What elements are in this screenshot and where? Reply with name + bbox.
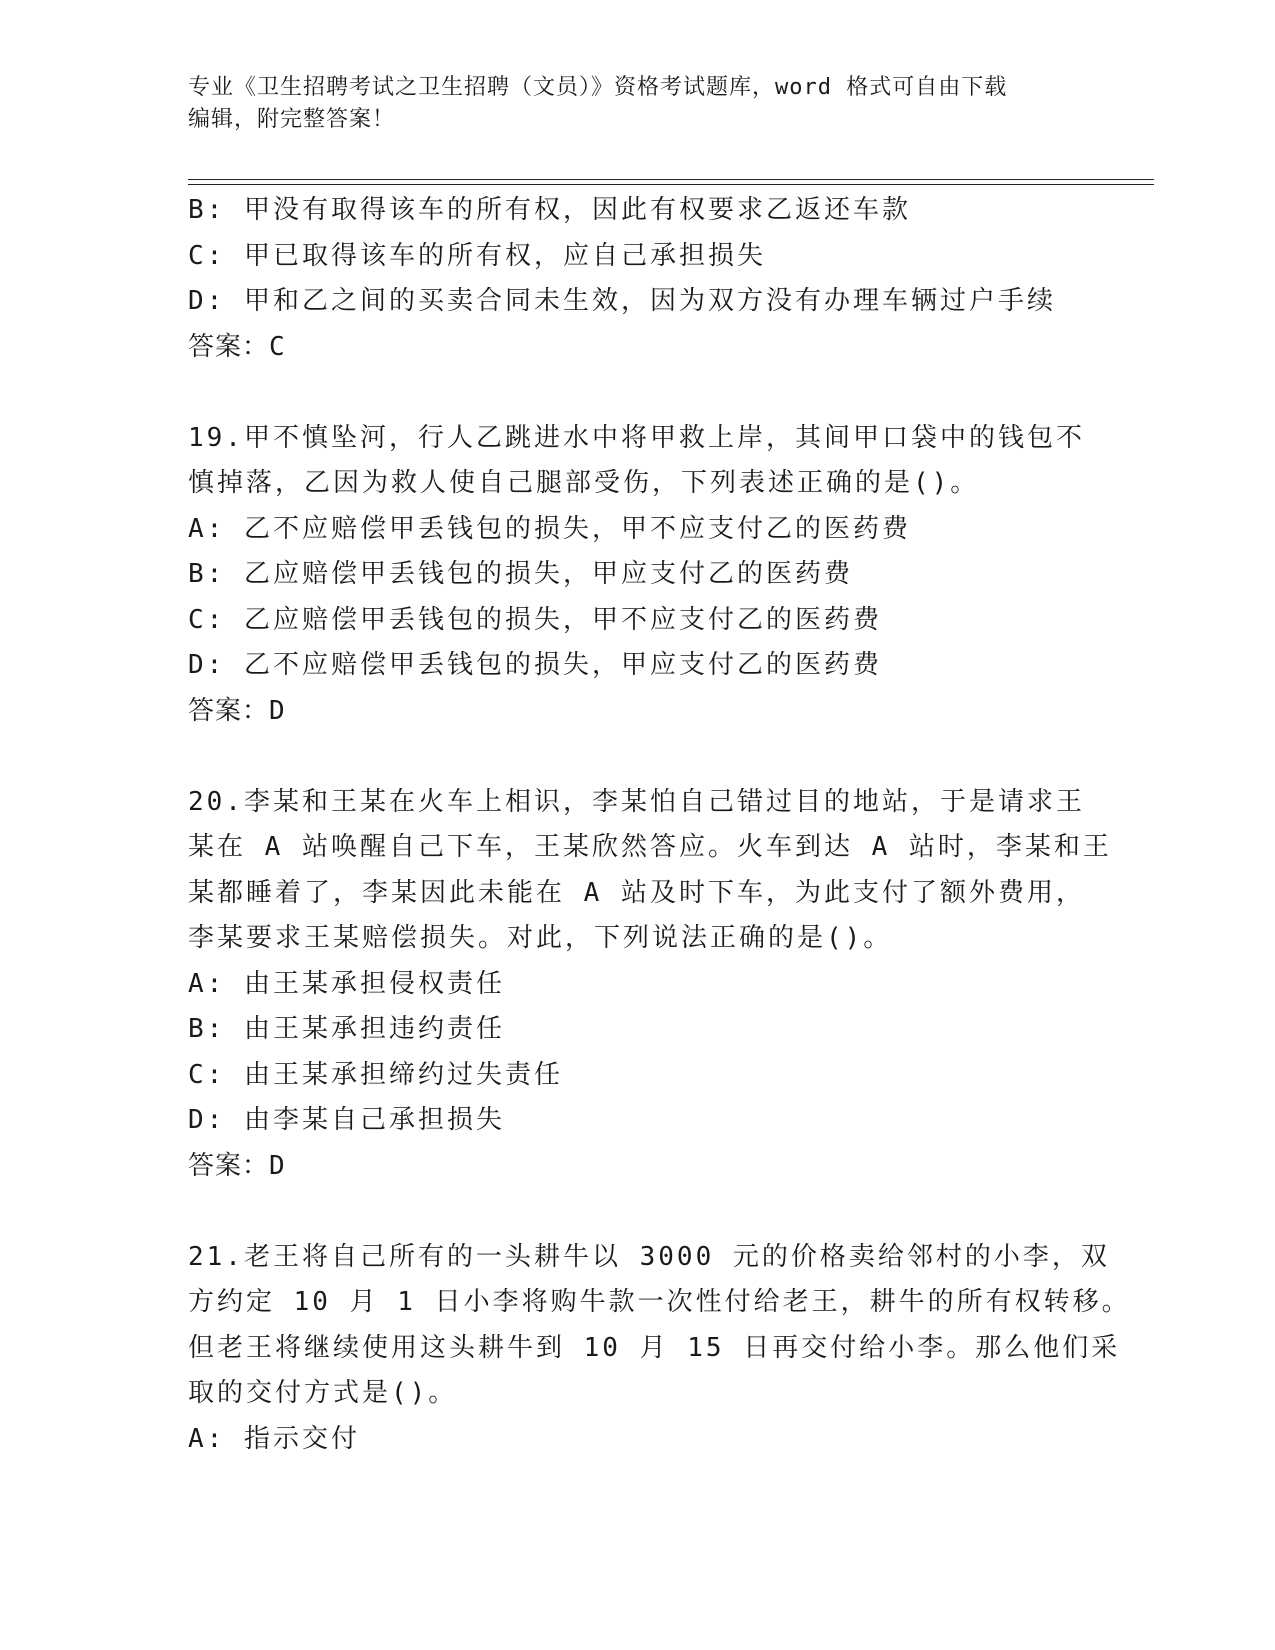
question-20 — [188, 780, 1112, 1190]
answer: 答案：C — [188, 331, 286, 362]
option-b: B: 甲没有取得该车的所有权，因此有权要求乙返还车款 — [188, 195, 911, 225]
question-18 — [188, 188, 1088, 370]
option-d: D: 由李某自己承担损失 — [188, 1105, 505, 1135]
question-text-line: 但老王将继续使用这头耕牛到 10 月 15 日再交付给小李。那么他们采 — [188, 1332, 1121, 1363]
option-a: A: 乙不应赔偿甲丢钱包的损失，甲不应支付乙的医药费 — [188, 513, 911, 544]
question-text-line: 方约定 10 月 1 日小李将购牛款一次性付给老王，耕牛的所有权转移。 — [188, 1287, 1131, 1317]
question-19 — [188, 416, 1088, 735]
question-text-line: 20.李某和王某在火车上相识，李某怕自己错过目的地站，于是请求王 — [188, 786, 1085, 817]
document-header — [188, 72, 1088, 136]
answer: 答案：D — [188, 695, 286, 726]
header-line-2: 编辑，附完整答案！ — [188, 107, 396, 132]
spacer — [188, 734, 1088, 780]
question-list — [188, 188, 1131, 1462]
answer: 答案：D — [188, 1150, 286, 1181]
header-line-1: 专业《卫生招聘考试之卫生招聘（文员）》资格考试题库，word 格式可自由下载 — [188, 75, 1008, 100]
spacer — [188, 370, 1088, 416]
question-21 — [188, 1235, 1131, 1463]
question-text-line: 21.老王将自己所有的一头耕牛以 3000 元的价格卖给邻村的小李，双 — [188, 1241, 1110, 1272]
question-text-line: 19.甲不慎坠河，行人乙跳进水中将甲救上岸，其间甲口袋中的钱包不 — [188, 422, 1085, 453]
question-text-line: 慎掉落，乙因为救人使自己腿部受伤，下列表述正确的是()。 — [188, 468, 980, 498]
option-b: B: 由王某承担违约责任 — [188, 1014, 505, 1044]
option-c: C: 乙应赔偿甲丢钱包的损失，甲不应支付乙的医药费 — [188, 604, 882, 635]
spacer — [188, 1189, 1088, 1235]
question-text-line: 某都睡着了，李某因此未能在 A 站及时下车，为此支付了额外费用， — [188, 877, 1085, 908]
header-rule-bottom — [188, 184, 1154, 185]
header-rule-top — [188, 179, 1154, 180]
question-text-line: 李某要求王某赔偿损失。对此，下列说法正确的是()。 — [188, 923, 893, 953]
question-text-line: 某在 A 站唤醒自己下车，王某欣然答应。火车到达 A 站时，李某和王 — [188, 832, 1112, 862]
option-a: A: 指示交付 — [188, 1423, 360, 1454]
option-b: B: 乙应赔偿甲丢钱包的损失，甲应支付乙的医药费 — [188, 559, 853, 589]
option-d: D: 乙不应赔偿甲丢钱包的损失，甲应支付乙的医药费 — [188, 650, 882, 680]
option-c: C: 由王某承担缔约过失责任 — [188, 1059, 563, 1090]
option-c: C: 甲已取得该车的所有权，应自己承担损失 — [188, 240, 766, 271]
question-text-line: 取的交付方式是()。 — [188, 1378, 458, 1408]
option-a: A: 由王某承担侵权责任 — [188, 968, 505, 999]
option-d: D: 甲和乙之间的买卖合同未生效，因为双方没有办理车辆过户手续 — [188, 286, 1056, 316]
